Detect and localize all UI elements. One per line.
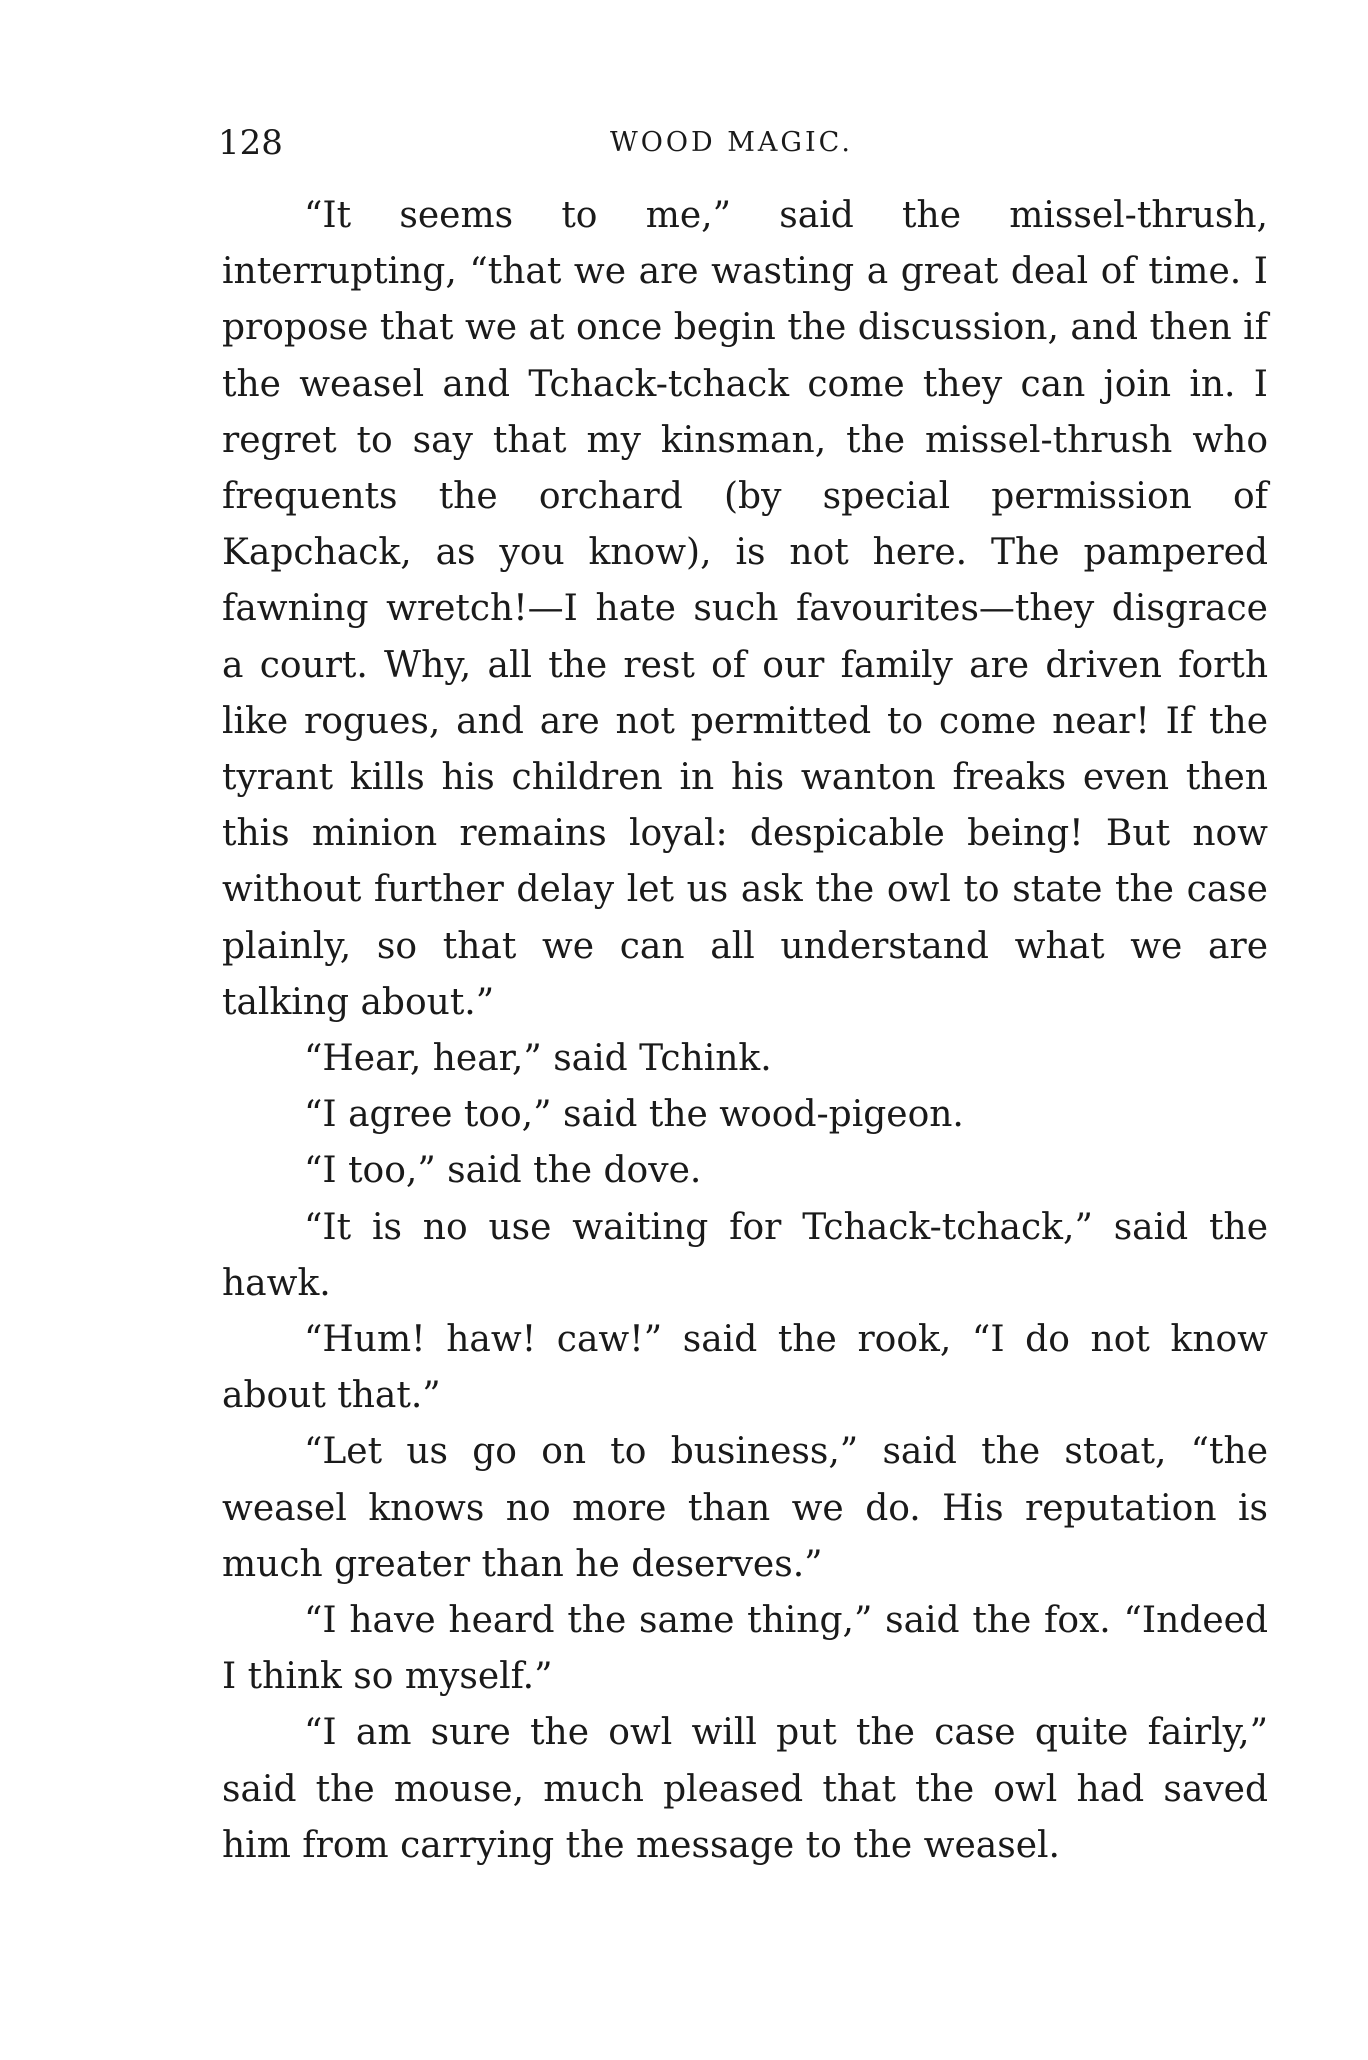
- running-title: WOOD MAGIC.: [610, 127, 853, 158]
- paragraph-stoat: “Let us go on to business,” said the stoat, “the weasel knows no more than we do. His reputation is much greater than he deserves.”: [222, 1431, 1268, 1585]
- paragraph-tchink: “Hear, hear,” said Tchink.: [304, 1038, 772, 1080]
- body-text: [222, 188, 1268, 1874]
- paragraph-dove: “I too,” said the dove.: [304, 1150, 702, 1192]
- paragraph-missel-thrush: “It seems to me,” said the missel-thrush, interrupting, “that we are wasting a great deal of time. I propose that we at once begin the discussion, and then if the weasel and Tchack-tchack come they can join in. I regret to say that my kinsman, the missel-thrush who frequents the orchard (by special permission of Kapchack, as you know), is not here. The pampered fawning wretch!—I hate such favourites—they disgrace a court. Why, all the rest of our family are driven forth like rogues, and are not permitted to come near! If the tyrant kills his children in his wanton freaks even then this minion remains loyal: despicable being! But now without further delay let us ask the owl to state the case plainly, so that we can all understand what we are talking about.”: [222, 195, 1268, 1023]
- page-number: 128: [218, 123, 283, 163]
- paragraph-hawk: “It is no use waiting for Tchack-tchack,” said the hawk.: [222, 1206, 1268, 1304]
- paragraph-fox: “I have heard the same thing,” said the fox. “Indeed I think so myself.”: [222, 1600, 1268, 1698]
- paragraph-wood-pigeon: “I agree too,” said the wood-pigeon.: [304, 1094, 964, 1136]
- page-header: [218, 118, 1268, 168]
- paragraph-rook: “Hum! haw! caw!” said the rook, “I do not know about that.”: [222, 1319, 1268, 1417]
- paragraph-mouse: “I am sure the owl will put the case quite fairly,” said the mouse, much pleased that the owl had saved him from carrying the message to the weasel.: [222, 1712, 1268, 1866]
